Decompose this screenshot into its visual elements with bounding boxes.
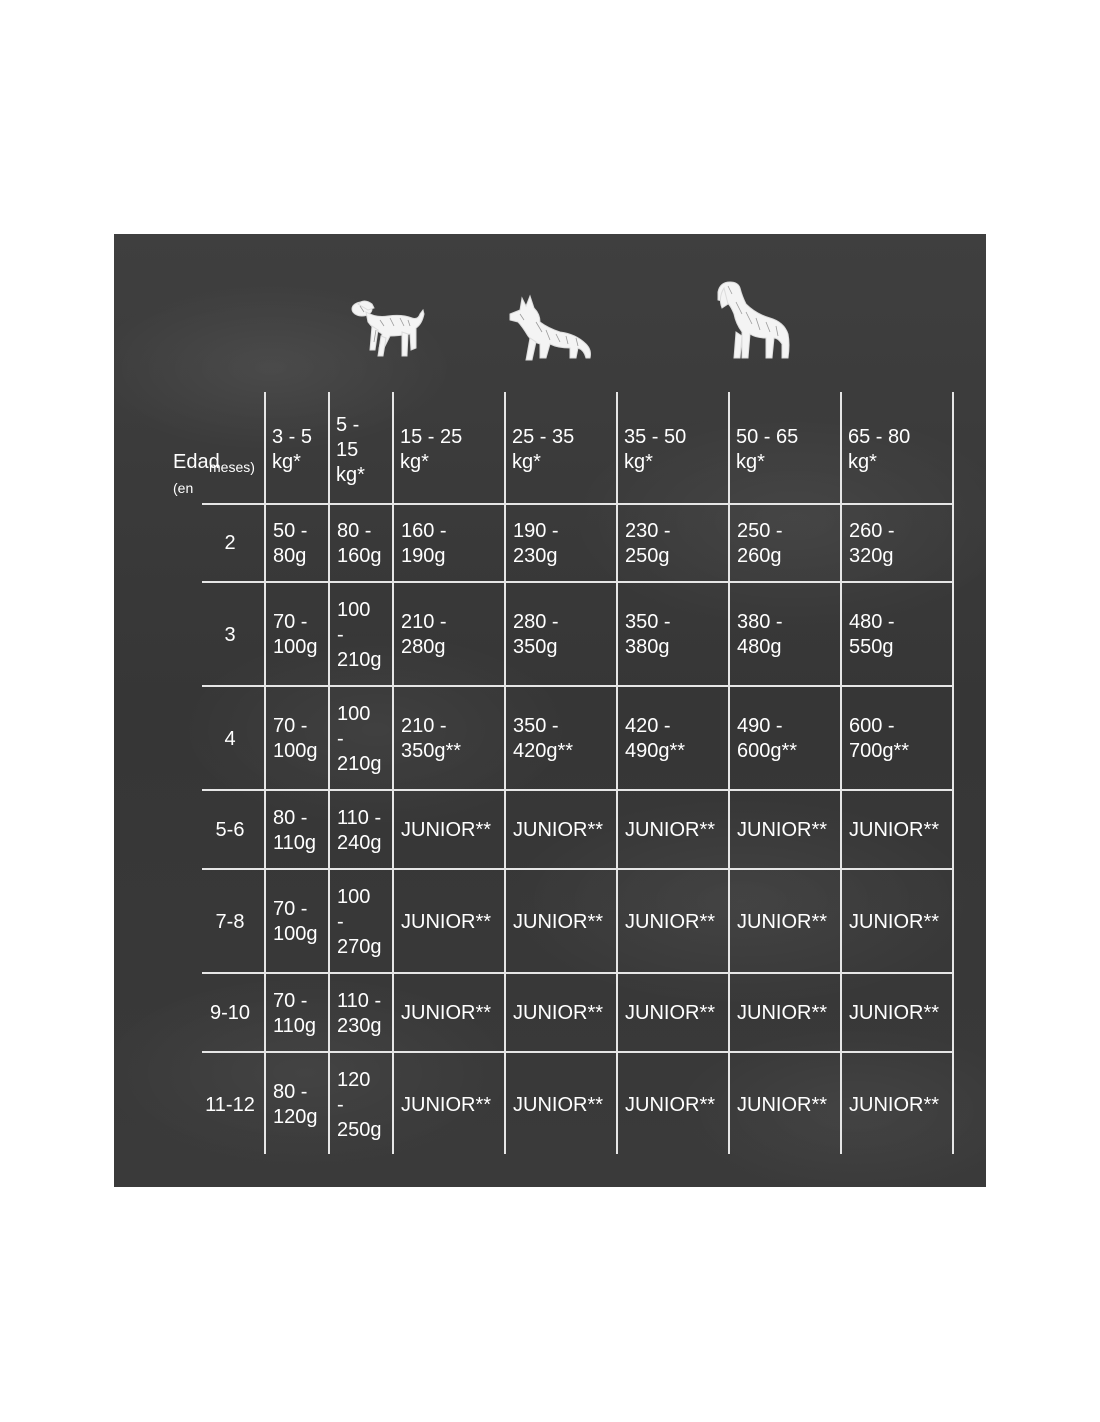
table-cell: 110 - 230g	[337, 990, 382, 1037]
table-cell: 190 - 230g	[513, 520, 559, 567]
age-header-note-2: meses)	[209, 459, 255, 475]
table-cell: JUNIOR**	[625, 1002, 716, 1024]
table-cell: 350 - 420g**	[513, 715, 574, 762]
age-cell: 2	[224, 532, 236, 554]
table-cell: JUNIOR**	[849, 911, 940, 933]
table-cell: JUNIOR**	[849, 819, 940, 841]
grid-line	[202, 972, 954, 974]
table-cell: JUNIOR**	[849, 1002, 940, 1024]
table-cell: JUNIOR**	[401, 1002, 492, 1024]
grid-line	[202, 503, 954, 505]
grid-line	[392, 392, 394, 1154]
table-cell: JUNIOR**	[625, 819, 716, 841]
weight-header: 35 - 50 kg*	[624, 426, 687, 473]
table-cell: JUNIOR**	[513, 911, 604, 933]
table-cell: 100 - 210g	[337, 599, 382, 671]
chalkboard-panel	[114, 234, 986, 1187]
weight-header: 25 - 35 kg*	[512, 426, 575, 473]
weight-header: 15 - 25 kg*	[400, 426, 463, 473]
table-cell: 600 - 700g**	[849, 715, 910, 762]
weight-header: 5 - 15 kg*	[336, 414, 365, 486]
table-cell: 490 - 600g**	[737, 715, 798, 762]
grid-line	[616, 392, 618, 1154]
grid-line	[202, 789, 954, 791]
table-cell: JUNIOR**	[513, 819, 604, 841]
table-cell: JUNIOR**	[737, 1094, 828, 1116]
table-cell: 420 - 490g**	[625, 715, 686, 762]
grid-line	[728, 392, 730, 1154]
table-cell: 280 - 350g	[513, 611, 559, 658]
table-cell: JUNIOR**	[625, 1094, 716, 1116]
table-cell: 100 - 210g	[337, 703, 382, 775]
table-cell: JUNIOR**	[849, 1094, 940, 1116]
table-cell: JUNIOR**	[401, 819, 492, 841]
grid-line	[328, 392, 330, 1154]
table-cell: JUNIOR**	[513, 1002, 604, 1024]
grid-line	[264, 392, 266, 1154]
grid-line	[952, 392, 954, 1154]
table-cell: 210 - 280g	[401, 611, 447, 658]
grid-line	[504, 392, 506, 1154]
table-cell: 80 - 160g	[337, 520, 382, 567]
table-cell: 80 - 120g	[273, 1081, 318, 1128]
age-header-note: (en	[173, 480, 194, 496]
weight-header: 65 - 80 kg*	[848, 426, 911, 473]
table-cell: 70 - 100g	[273, 611, 318, 658]
table-cell: 380 - 480g	[737, 611, 783, 658]
table-cell: 100 - 270g	[337, 886, 382, 958]
table-cell: 120 - 250g	[337, 1069, 382, 1141]
table-cell: 110 - 240g	[337, 807, 382, 854]
age-cell: 4	[224, 728, 236, 750]
table-cell: 50 - 80g	[273, 520, 308, 567]
grid-line	[840, 392, 842, 1154]
table-cell: 210 - 350g**	[401, 715, 462, 762]
grid-line	[202, 1051, 954, 1053]
table-cell: 350 - 380g	[625, 611, 671, 658]
grid-line	[202, 685, 954, 687]
grid-line	[202, 868, 954, 870]
table-cell: 480 - 550g	[849, 611, 895, 658]
table-cell: 260 - 320g	[849, 520, 895, 567]
table-cell: 80 - 110g	[273, 807, 317, 854]
table-cell: 70 - 100g	[273, 898, 318, 945]
age-cell: 5-6	[215, 819, 245, 841]
weight-header: 50 - 65 kg*	[736, 426, 799, 473]
weight-header: 3 - 5 kg*	[272, 426, 313, 473]
grid-line	[202, 581, 954, 583]
table-cell: 70 - 110g	[273, 990, 317, 1037]
table-cell: JUNIOR**	[737, 911, 828, 933]
table-cell: JUNIOR**	[513, 1094, 604, 1116]
table-cell: 70 - 100g	[273, 715, 318, 762]
table-cell: 160 - 190g	[401, 520, 447, 567]
table-cell: JUNIOR**	[401, 1094, 492, 1116]
table-cell: JUNIOR**	[625, 911, 716, 933]
age-cell: 11-12	[205, 1094, 255, 1116]
table-cell: 230 - 250g	[625, 520, 671, 567]
age-header-label: Edad	[173, 451, 220, 473]
feeding-table	[114, 234, 986, 1187]
age-cell: 7-8	[215, 911, 245, 933]
age-cell: 9-10	[209, 1002, 251, 1024]
table-cell: JUNIOR**	[737, 1002, 828, 1024]
age-cell: 3	[224, 624, 236, 646]
table-cell: 250 - 260g	[737, 520, 783, 567]
table-cell: JUNIOR**	[737, 819, 828, 841]
table-cell: JUNIOR**	[401, 911, 492, 933]
